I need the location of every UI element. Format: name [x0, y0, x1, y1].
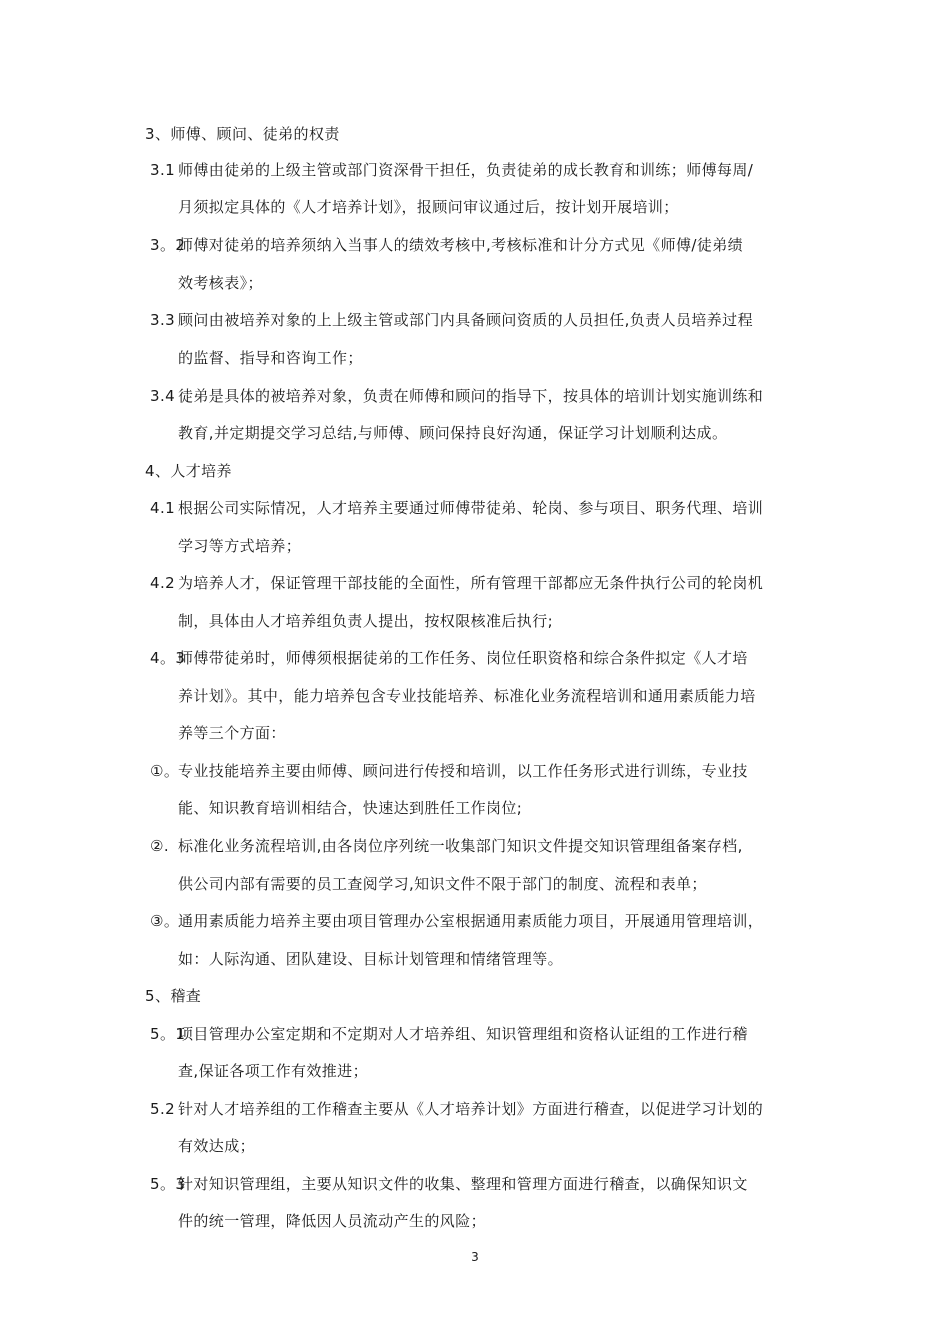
clause-number: 3。2	[150, 236, 186, 254]
clause-text: 顾问由被培养对象的上上级主管或部门内具备顾问资质的人员担任,负责人员培养过程	[178, 311, 753, 329]
clause-text: 师傅对徒弟的培养须纳入当事人的绩效考核中,考核标准和计分方式见《师傅/徒弟绩	[178, 236, 744, 254]
clause-line	[150, 760, 748, 782]
clause-number: 5。3	[150, 1175, 186, 1193]
clause-text: 标准化业务流程培训,由各岗位序列统一收集部门知识文件提交知识管理组备案存档,	[178, 837, 743, 855]
clause-continuation: 件的统一管理，降低因人员流动产生的风险；	[178, 1212, 487, 1230]
clause-number: ③。	[150, 912, 180, 930]
clause-line	[150, 572, 763, 594]
clause-number: 3.4	[150, 387, 176, 405]
clause-text: 师傅由徒弟的上级主管或部门资深骨干担任，负责徒弟的成长教育和训练；师傅每周/	[178, 161, 754, 179]
section-heading: 4、人才培养	[145, 462, 232, 480]
clause-line	[150, 1098, 763, 1120]
clause-number: ①。	[150, 762, 180, 780]
clause-line	[150, 1023, 748, 1045]
clause-continuation: 学习等方式培养；	[178, 537, 302, 555]
clause-number: 5。1	[150, 1025, 186, 1043]
clause-text: 为培养人才，保证管理干部技能的全面性，所有管理干部都应无条件执行公司的轮岗机	[178, 574, 764, 592]
clause-continuation: 有效达成；	[178, 1137, 256, 1155]
clause-text: 针对知识管理组，主要从知识文件的收集、整理和管理方面进行稽查，以确保知识文	[178, 1175, 748, 1193]
clause-continuation: 制，具体由人才培养组负责人提出，按权限核准后执行;	[178, 612, 554, 630]
clause-line	[150, 385, 763, 407]
clause-line	[150, 497, 763, 519]
clause-number: 4。3	[150, 649, 186, 667]
clause-continuation: 如：人际沟通、团队建设、目标计划管理和情绪管理等。	[178, 950, 564, 968]
clause-line	[150, 234, 743, 256]
clause-line	[150, 159, 753, 181]
clause-continuation: 养等三个方面：	[178, 724, 286, 742]
clause-continuation: 效考核表》；	[178, 274, 263, 292]
clause-continuation: 查,保证各项工作有效推进；	[178, 1062, 368, 1080]
clause-number: ②.	[150, 837, 170, 855]
clause-line	[150, 647, 748, 669]
clause-text: 徒弟是具体的被培养对象，负责在师傅和顾问的指导下，按具体的培训计划实施训练和	[178, 387, 764, 405]
clause-continuation: 教育,并定期提交学习总结,与师傅、顾问保持良好沟通，保证学习计划顺利达成。	[178, 424, 728, 442]
clause-continuation: 能、知识教育培训相结合，快速达到胜任工作岗位;	[178, 799, 523, 817]
clause-text: 项目管理办公室定期和不定期对人才培养组、知识管理组和资格认证组的工作进行稽	[178, 1025, 748, 1043]
clause-text: 针对人才培养组的工作稽查主要从《人才培养计划》方面进行稽查，以促进学习计划的	[178, 1100, 764, 1118]
clause-number: 3.3	[150, 311, 176, 329]
clause-line	[150, 835, 743, 857]
section-heading: 3、师傅、顾问、徒弟的权责	[145, 125, 340, 143]
clause-line	[150, 309, 753, 331]
clause-line	[150, 910, 763, 932]
clause-line	[150, 1173, 748, 1195]
clause-number: 3.1	[150, 161, 176, 179]
clause-text: 专业技能培养主要由师傅、顾问进行传授和培训，以工作任务形式进行训练，专业技	[178, 762, 748, 780]
clause-continuation: 供公司内部有需要的员工查阅学习,知识文件不限于部门的制度、流程和表单；	[178, 875, 707, 893]
clause-text: 师傅带徒弟时，师傅须根据徒弟的工作任务、岗位任职资格和综合条件拟定《人才培	[178, 649, 748, 667]
clause-text: 根据公司实际情况，人才培养主要通过师傅带徒弟、轮岗、参与项目、职务代理、培训	[178, 499, 764, 517]
clause-number: 4.2	[150, 574, 176, 592]
clause-continuation: 养计划》。其中，能力培养包含专业技能培养、标准化业务流程培训和通用素质能力培	[178, 687, 756, 705]
clause-number: 4.1	[150, 499, 176, 517]
clause-continuation: 的监督、指导和咨询工作；	[178, 349, 363, 367]
clause-continuation: 月须拟定具体的《人才培养计划》，报顾问审议通过后，按计划开展培训；	[178, 198, 679, 216]
section-heading: 5、稽查	[145, 987, 202, 1005]
clause-text: 通用素质能力培养主要由项目管理办公室根据通用素质能力项目，开展通用管理培训，	[178, 912, 764, 930]
page-number: 3	[471, 1250, 479, 1264]
clause-number: 5.2	[150, 1100, 176, 1118]
